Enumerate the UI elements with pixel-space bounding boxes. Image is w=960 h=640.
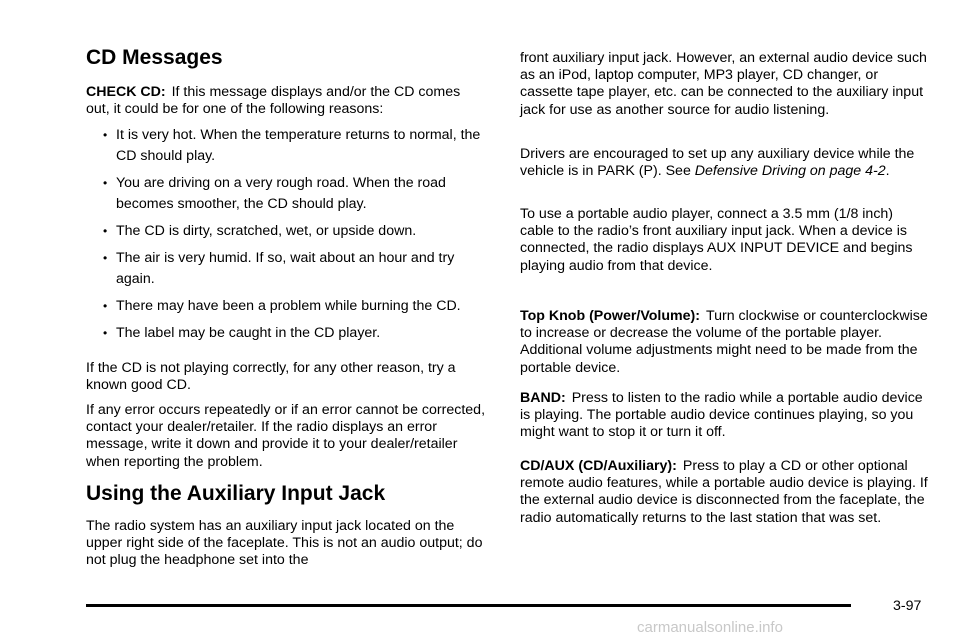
drivers-paragraph: Drivers are encouraged to set up any auxiliary device while the vehicle is in PARK (P). See Defensive Driving on page 4-2. [520, 146, 915, 180]
bullet-icon: • [103, 224, 108, 238]
bullet-icon: • [103, 326, 108, 340]
band-paragraph: BAND: Press to listen to the radio while a portable audio device is playing. The portable audio device continues playing, so you might want to stop it or turn it off. [520, 390, 923, 441]
top-knob-label: Top Knob (Power/Volume): [520, 308, 700, 324]
aux-intro-paragraph: The radio system has an auxiliary input jack located on the upper right side of the faceplate. This is not an audio output; do not plug the headphone set into the [86, 518, 483, 569]
top-knob-paragraph: Top Knob (Power/Volume): Turn clockwise or counterclockwise to increase or decrease the volume of the portable player. Additional volume adjustments might need to be made from the portable device. [520, 308, 928, 376]
cd-aux-paragraph: CD/AUX (CD/Auxiliary): Press to play a CD or other optional remote audio features, while a portable audio device is playing. If the external audio device is disconnected from the faceplate, the radio automatically returns to the last station that was set. [520, 458, 928, 526]
portable-player-paragraph: To use a portable audio player, connect a 3.5 mm (1/8 inch) cable to the radio’s front auxiliary input jack. When a device is connected, the radio displays AUX INPUT DEVICE and begins playing audio from that device. [520, 206, 913, 274]
page-number: 3-97 [893, 598, 922, 614]
bullet-icon: • [103, 128, 108, 142]
check-cd-text: If this message displays and/or the CD comes out, it could be for one of the following reasons: [86, 84, 461, 118]
bullet-icon: • [103, 251, 108, 265]
list-item: • The CD is dirty, scratched, wet, or upside down. [86, 221, 486, 242]
heading-auxiliary-input-jack: Using the Auxiliary Input Jack [86, 482, 386, 505]
footer-rule [86, 604, 851, 607]
error-paragraph: If any error occurs repeatedly or if an error cannot be corrected, contact your dealer/retailer. If the radio displays an error message, write it down and provide it to your dealer/retailer when reporting the problem. [86, 402, 486, 470]
reasons-list [86, 125, 486, 350]
band-label: BAND: [520, 390, 566, 406]
bullet-icon: • [103, 299, 108, 313]
list-item: • There may have been a problem while burning the CD. [86, 296, 486, 317]
bullet-icon: • [103, 176, 108, 190]
cd-aux-label: CD/AUX (CD/Auxiliary): [520, 458, 677, 474]
list-item: • The label may be caught in the CD player. [86, 323, 486, 344]
list-item: • The air is very humid. If so, wait about an hour and try again. [103, 250, 455, 287]
aux-continued-paragraph: front auxiliary input jack. However, an external audio device such as an iPod, laptop computer, MP3 player, CD changer, or cassette tape player, etc. can be connected to the auxiliary input jack for use as another source for audio listening. [520, 50, 927, 118]
heading-cd-messages: CD Messages [86, 46, 223, 69]
check-cd-label: CHECK CD: [86, 84, 166, 100]
not-playing-paragraph: If the CD is not playing correctly, for any other reason, try a known good CD. [86, 360, 456, 394]
list-item: • It is very hot. When the temperature returns to normal, the CD should play. [103, 127, 481, 164]
list-item: • You are driving on a very rough road. When the road becomes smoother, the CD should play. [103, 175, 446, 212]
watermark: carmanualsonline.info [637, 619, 783, 636]
defensive-driving-reference[interactable]: Defensive Driving on page 4-2 [694, 163, 886, 180]
check-cd-paragraph [86, 84, 486, 118]
